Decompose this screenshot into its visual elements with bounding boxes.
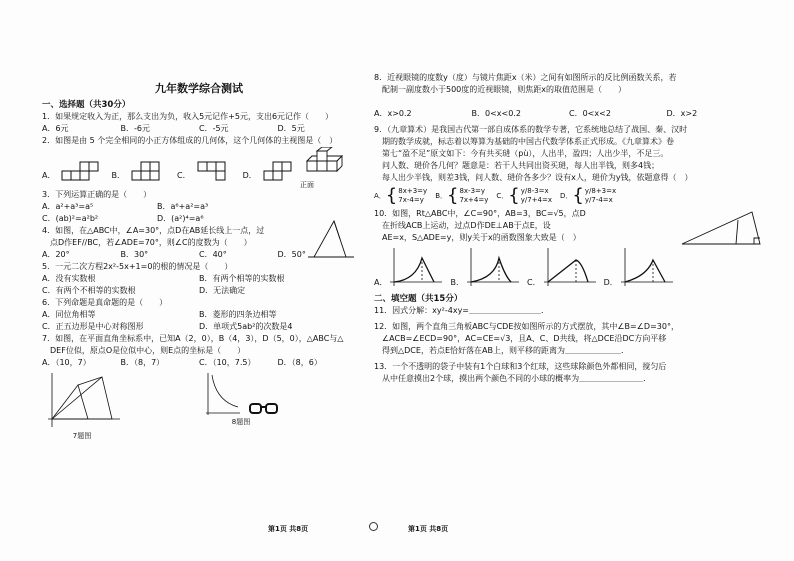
option-d: D．5元 — [277, 124, 305, 133]
option-b: B．-6元 — [120, 124, 150, 133]
question-10-block — [374, 208, 764, 244]
question-8-line-2: 配制一副度数小于500度的近视眼镜，则焦距x的取值范围是（ ） — [374, 85, 627, 94]
option-a: A．没有实数根 — [42, 274, 96, 283]
question-2-options — [42, 147, 356, 181]
question-10-options — [374, 246, 764, 288]
option-c: C．40° — [199, 250, 227, 259]
question-9-line-5: 每人出少半钱，则差3钱，问人数、琎价各多少？设有x人，琎价为y钱，依题意得（ ） — [374, 173, 693, 182]
question-7-line-2: DEF位似，原点O是位似中心，则E点的坐标是（ ） — [42, 346, 246, 355]
question-12-line-1: 12．如图，两个直角三角板ABC与CDE按如图所示的方式摆放，其中∠B=∠D=30°， — [374, 322, 679, 331]
question-3-options — [42, 201, 272, 225]
right-triangle-figure — [678, 208, 764, 248]
inverse-function-graph — [202, 371, 242, 417]
figure-8-caption: 8题图 — [231, 418, 251, 426]
option-c: C．（10，7.5） — [199, 358, 256, 367]
question-1: 1．如果规定收入为正，那么支出为负，收入5元记作+5元，支出6元记作（ ） — [42, 112, 334, 121]
front-view-label: 正面 — [300, 181, 314, 189]
option-a: A． { 8x+3=y 7x-4=y — [374, 185, 428, 206]
question-6-options — [42, 309, 356, 333]
question-9-line-1: 9．（九章算术）是我国古代第一部自成体系的数学专著，它系统地总结了战国、秦、汉时 — [374, 125, 688, 134]
option-b: B． { 8x-3=y 7x+4=y — [435, 185, 489, 206]
figure-7-caption: 7题图 — [72, 432, 92, 440]
page-number-right: 第1页 共8页 — [408, 525, 449, 533]
option-c: C． — [176, 171, 191, 180]
option-b: B．（8，7） — [120, 358, 165, 367]
option-d: D． — [242, 171, 257, 180]
question-4-line-2: 点D作EF//BC，若∠ADE=70°，则∠C的度数为（ ） — [42, 238, 252, 247]
option-a: A． — [42, 171, 56, 180]
question-13-line-2: 从中任意摸出2个球，摸出两个颜色不同的小球的概率为＿＿＿＿＿＿＿＿． — [374, 374, 652, 383]
question-6: 6．下列命题是真命题的是（ ） — [42, 298, 168, 307]
cube-view-a-figure — [61, 161, 105, 181]
option-a: A．（10，7） — [42, 358, 91, 367]
question-9-line-2: 期的数学成就，标志着以筹算为基础的中国古代数学体系正式形成。《九章算术》卷 — [374, 137, 674, 146]
question-10-line-2: 在折线ACB上运动，过点D作DE⊥AB于点E，设 — [374, 221, 551, 230]
right-column — [364, 0, 794, 561]
graph-b — [465, 246, 521, 288]
binding-hole-icon — [369, 522, 378, 531]
question-7-line-1: 7．如图，在平面直角坐标系中，已知A（2，0），B（4，3），D（5，0），△ABC与△ — [42, 334, 344, 343]
option-a: A． — [374, 246, 444, 288]
section-choice-heading: 一、选择题（共30分） — [42, 100, 131, 110]
option-b: B．菱形的四条边相等 — [199, 310, 277, 319]
option-b: B．30° — [120, 250, 149, 259]
option-d: D． — [604, 246, 675, 288]
option-b: B．a⁶+a²=a³ — [157, 202, 209, 211]
question-12-line-3: 得到△DCE，若点E恰好落在AB上，则平移的距离为＿＿＿＿＿＿＿． — [374, 346, 629, 355]
option-d: D．无法确定 — [199, 286, 246, 295]
question-8-line-1: 8．近视眼镜的度数y（度）与镜片焦距x（米）之间有如图所示的反比例函数关系，若 — [374, 73, 677, 82]
question-10-line-3: AE=x，S△ADE=y，则y关于x的函数图象大致是（ ） — [374, 233, 581, 242]
option-a: A．20° — [42, 250, 70, 259]
question-9-line-3: 第七“盈不足”原文如下：今有共买琎（pù），人出半，盈四；人出少半，不足三。 — [374, 149, 669, 158]
question-7-options — [42, 357, 356, 369]
left-column — [0, 0, 364, 561]
graph-a — [388, 246, 444, 288]
triangle-abc-figure — [306, 217, 356, 261]
option-c: C．-5元 — [199, 124, 229, 133]
figure-row-7-8 — [42, 371, 356, 441]
cube-view-c-figure — [197, 161, 237, 181]
question-4-block — [42, 225, 356, 249]
option-d: D．单项式5ab²的次数是4 — [199, 322, 293, 331]
option-b: B． — [450, 246, 521, 288]
option-c: C．正五边形是中心对称图形 — [42, 322, 144, 331]
graph-d — [619, 246, 675, 288]
option-c: C． — [527, 246, 598, 288]
option-d: D．50° — [277, 250, 306, 259]
option-a: A．同位角相等 — [42, 310, 96, 319]
option-a: A．6元 — [42, 124, 69, 133]
option-c: C．有两个不相等的实数根 — [42, 286, 136, 295]
glasses-icon — [248, 401, 280, 417]
cube-view-b-figure — [131, 161, 171, 181]
question-8-options — [374, 108, 764, 120]
figure-8-row — [202, 371, 280, 417]
question-10-line-1: 10．如图，Rt△ABC中，∠C=90°，AB=3，BC=√5，点D — [374, 209, 586, 218]
option-b: B． — [111, 171, 125, 180]
option-d: D．(a²)⁴=a⁶ — [157, 214, 204, 223]
option-d: D．（8，6） — [277, 358, 322, 367]
question-2: 2．如图是由 5 个完全相同的小正方体组成的几何体，这个几何体的主视图是（ ） — [42, 136, 338, 145]
option-a: A．a²+a³=a⁵ — [42, 202, 94, 211]
question-9-options — [374, 187, 764, 205]
option-c: C．0<x<2 — [569, 109, 611, 118]
option-b: B．0<x<0.2 — [471, 109, 521, 118]
cube-view-d-figure — [263, 161, 295, 181]
page-number-left: 第1页 共8页 — [268, 525, 309, 533]
question-5-options — [42, 273, 356, 297]
option-c: C． { y/8-3=x y/7+4=x — [496, 185, 553, 206]
figure-7 — [42, 371, 122, 441]
figure-8 — [202, 371, 280, 441]
option-b: B．有两个相等的实数根 — [199, 274, 285, 283]
question-12-line-2: ∠ACB=∠ECD=90°，AC=CE=√3，且A、C、D共线，将△DCE沿DC方向平移 — [374, 334, 667, 343]
option-d: D．x>2 — [666, 109, 698, 118]
option-a: A．x>0.2 — [374, 109, 412, 118]
option-d: D． { y/8+3=x y/7-4=x — [560, 185, 617, 206]
question-3: 3．下列运算正确的是（ ） — [42, 190, 152, 199]
question-11: 11．因式分解：xy²-4xy=＿＿＿＿＿＿＿＿＿． — [374, 306, 550, 315]
cube-solid-figure — [301, 147, 347, 181]
option-c: C．(ab)²=a²b² — [42, 214, 99, 223]
question-9-line-4: 问人数、琎价各几何？题意是：若干人共同出资买琎，每人出半钱，则多4钱； — [374, 161, 660, 170]
question-5: 5．一元二次方程2x²-5x+1=0的根的情况是（ ） — [42, 262, 233, 271]
question-4-line-1: 4．如图，在△ABC中，∠A=30°，点D在AB延长线上一点，过 — [42, 226, 265, 235]
section-fill-heading: 二、填空题（共15分） — [374, 294, 463, 304]
question-1-options — [42, 123, 356, 135]
question-13-line-1: 13．一个不透明的袋子中装有1个白球和3个红球，这些球除颜色外都相同，搅匀后 — [374, 362, 667, 371]
graph-c — [542, 246, 598, 288]
coordinate-plane-figure — [42, 371, 122, 429]
exam-title: 九年数学综合测试 — [155, 82, 243, 95]
